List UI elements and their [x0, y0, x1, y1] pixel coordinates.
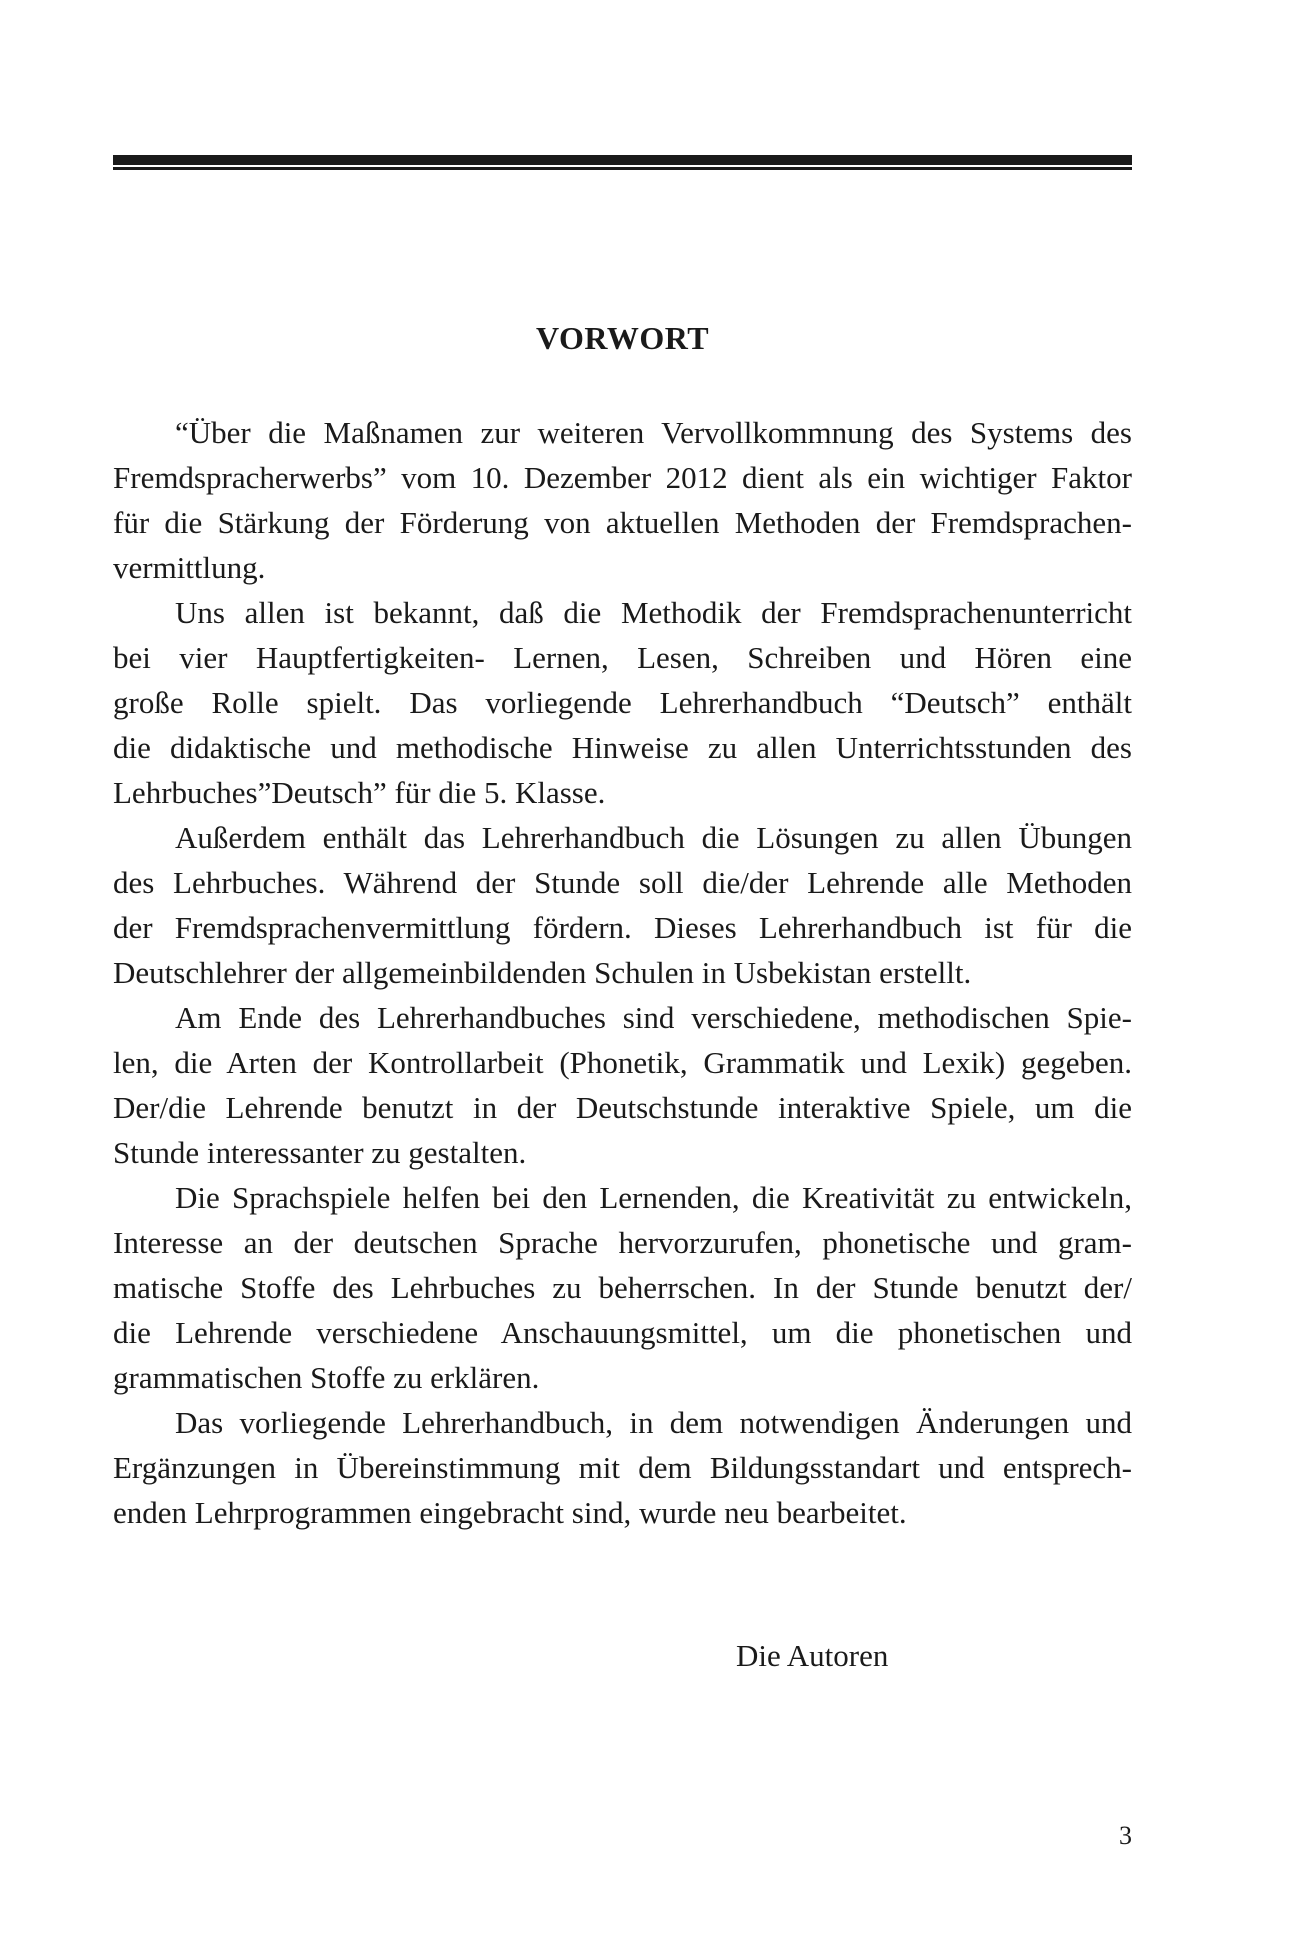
text-line: len, die Arten der Kontrollarbeit (Phonetik, Grammatik und Lexik) gegeben.: [113, 1045, 1132, 1080]
text-line: Die Sprachspiele helfen bei den Lernenden, die Kreativität zu entwickeln,: [175, 1180, 1132, 1215]
text-line: Interesse an der deutschen Sprache hervorzurufen, phonetische und gram-: [113, 1225, 1132, 1260]
text-line: die didaktische und methodische Hinweise zu allen Unterrichtsstunden des: [113, 730, 1132, 765]
paragraph: [113, 1175, 1132, 1400]
text-line: Ergänzungen in Übereinstimmung mit dem Bildungsstandart und entsprech-: [113, 1450, 1132, 1485]
text-line: für die Stärkung der Förderung von aktuellen Methoden der Fremdsprachen-: [113, 505, 1132, 540]
paragraph: [113, 410, 1132, 590]
text-line: grammatischen Stoffe zu erklären.: [113, 1360, 540, 1395]
preface-body: [113, 410, 1132, 1535]
text-line: große Rolle spielt. Das vorliegende Lehrerhandbuch “Deutsch” enthält: [113, 685, 1132, 720]
text-line: Lehrbuches”Deutsch” für die 5. Klasse.: [113, 775, 606, 810]
text-line: enden Lehrprogrammen eingebracht sind, wurde neu bearbeitet.: [113, 1495, 907, 1530]
text-line: die Lehrende verschiedene Anschauungsmittel, um die phonetischen und: [113, 1315, 1132, 1350]
text-line: Deutschlehrer der allgemeinbildenden Schulen in Usbekistan erstellt.: [113, 955, 972, 990]
page-title: VORWORT: [535, 320, 710, 356]
header-rule-thin: [113, 167, 1132, 170]
text-line: “Über die Maßnamen zur weiteren Vervollkommnung des Systems des: [175, 415, 1132, 450]
text-line: der Fremdsprachenvermittlung fördern. Dieses Lehrerhandbuch ist für die: [113, 910, 1132, 945]
signature: Die Autoren: [736, 1638, 889, 1673]
text-line: Am Ende des Lehrerhandbuches sind verschiedene, methodischen Spie-: [175, 1000, 1132, 1035]
text-line: bei vier Hauptfertigkeiten- Lernen, Lesen, Schreiben und Hören eine: [113, 640, 1132, 675]
text-line: matische Stoffe des Lehrbuches zu beherrschen. In der Stunde benutzt der/: [113, 1270, 1132, 1305]
text-line: vermittlung.: [113, 550, 266, 585]
text-line: Uns allen ist bekannt, daß die Methodik der Fremdsprachenunterricht: [175, 595, 1132, 630]
paragraph: [113, 590, 1132, 815]
paragraph: [113, 995, 1132, 1175]
text-line: Außerdem enthält das Lehrerhandbuch die Lösungen zu allen Übungen: [175, 820, 1132, 855]
text-line: Der/die Lehrende benutzt in der Deutschstunde interaktive Spiele, um die: [113, 1090, 1132, 1125]
text-line: Stunde interessanter zu gestalten.: [113, 1135, 527, 1170]
paragraph: [113, 815, 1132, 995]
text-line: Fremdspracherwerbs” vom 10. Dezember 2012 dient als ein wichtiger Faktor: [113, 460, 1132, 495]
text-line: Das vorliegende Lehrerhandbuch, in dem notwendigen Änderungen und: [175, 1405, 1132, 1440]
paragraph: [113, 1400, 1132, 1535]
header-rule-thick: [113, 155, 1132, 165]
text-line: des Lehrbuches. Während der Stunde soll die/der Lehrende alle Methoden: [113, 865, 1132, 900]
page-number: 3: [1119, 1821, 1132, 1850]
